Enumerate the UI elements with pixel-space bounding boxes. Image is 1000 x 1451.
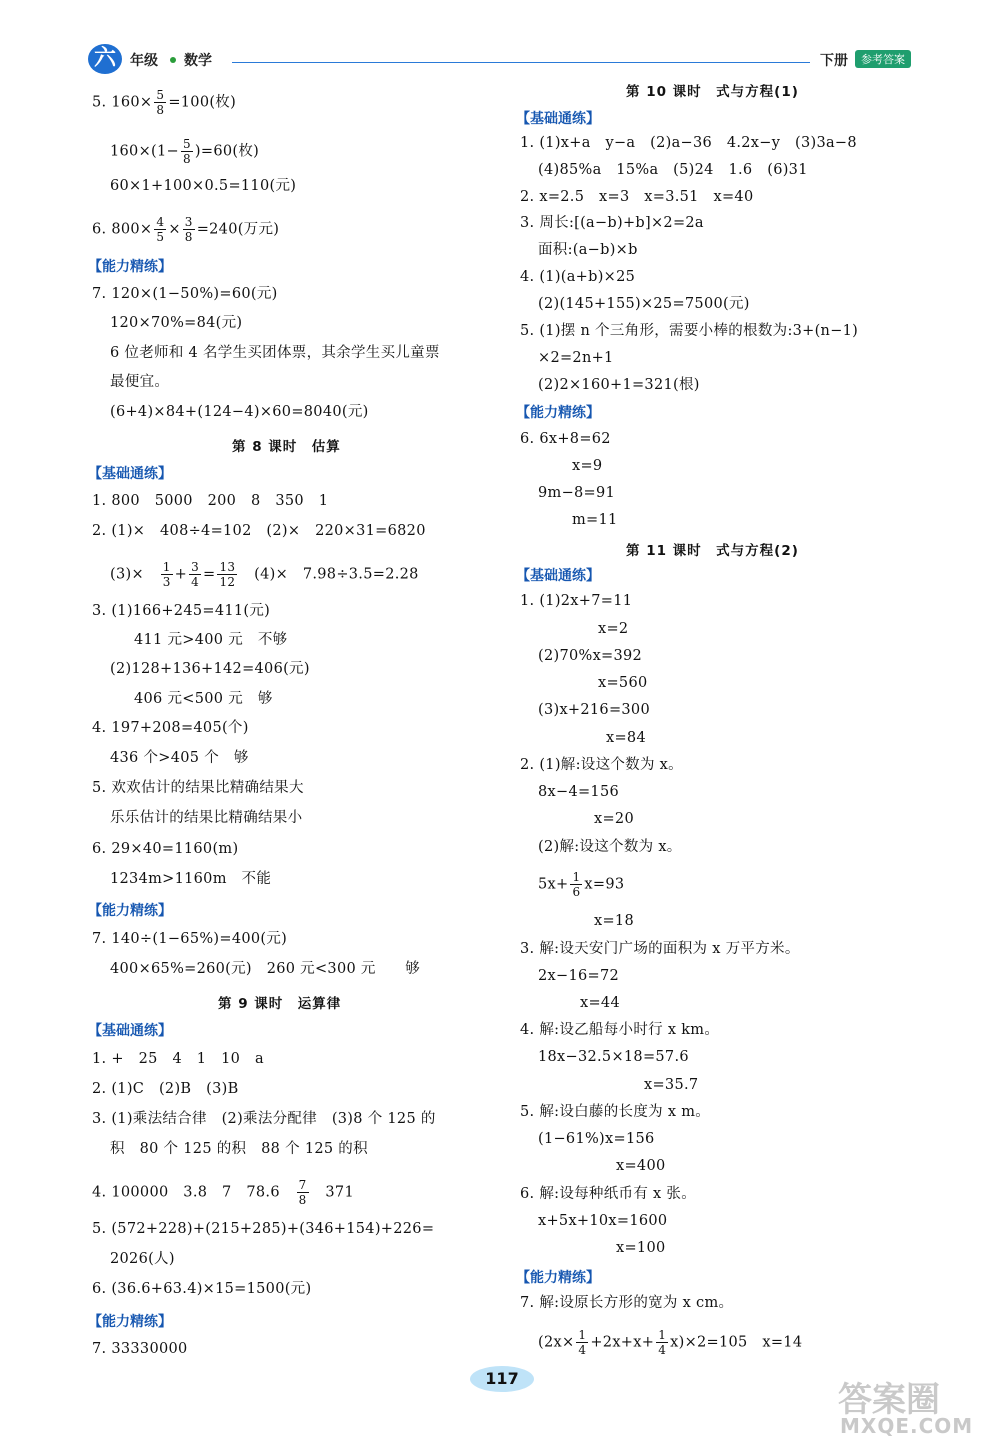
grade-label: 年级: [130, 53, 158, 69]
answer-line: x=35.7: [644, 1077, 699, 1093]
answer-line: 1. 800 5000 200 8 350 1: [92, 493, 329, 509]
fraction: $\frac{13}{12}$: [219, 560, 236, 589]
answer-line: 2x−16=72: [538, 968, 620, 984]
answer-line: 1. + 25 4 1 10 a: [92, 1051, 264, 1067]
answer-line: 2. (1)× 408÷4=102 (2)× 220×31=6820: [92, 523, 426, 539]
lesson-title: 第 9 课时 运算律: [218, 996, 342, 1012]
fraction: $\frac{7}{8}$: [298, 1178, 307, 1207]
fraction: $\frac{5}{8}$: [156, 88, 165, 117]
answer-line: (4)85%a 15%a (5)24 1.6 (6)31: [538, 162, 808, 178]
watermark-logo: 答案圈: [838, 1380, 940, 1420]
answer-line: 6. 800× $\frac{4}{5}$ × $\frac{3}{8}$ =240(万元): [92, 215, 280, 244]
fraction: $\frac{1}{4}$: [658, 1328, 667, 1357]
answer-line: x=560: [598, 675, 648, 691]
answer-line: 6. 6x+8=62: [520, 431, 611, 447]
grade-badge: 六: [88, 44, 122, 74]
answer-line: x=18: [594, 913, 634, 929]
answer-line: 5. 解:设白藤的长度为 x m。: [520, 1104, 711, 1120]
answer-line: 面积:(a−b)×b: [538, 242, 638, 258]
answer-line: x=20: [594, 811, 634, 827]
page-number: 117: [470, 1366, 534, 1392]
answer-line: (2)(145+155)×25=7500(元): [538, 296, 750, 312]
answer-line: 积 80 个 125 的积 88 个 125 的积: [110, 1141, 368, 1157]
answer-line: (2)2×160+1=321(根): [538, 377, 700, 393]
answer-line: 60×1+100×0.5=110(元): [110, 178, 297, 194]
lesson-title: 第 11 课时 式与方程(2): [626, 543, 799, 559]
answer-line: 436 个>405 个 够: [110, 750, 249, 766]
section-heading: 【能力精练】: [516, 1270, 600, 1286]
answer-line: ×2=2n+1: [538, 350, 614, 366]
answer-line: x=44: [580, 995, 620, 1011]
section-heading: 【能力精练】: [88, 1314, 172, 1330]
fraction: $\frac{4}{5}$: [156, 215, 165, 244]
answer-line: (2)128+136+142=406(元): [110, 661, 310, 677]
answer-line: 2. (1)C (2)B (3)B: [92, 1081, 239, 1097]
answer-line: 2026(人): [110, 1251, 175, 1267]
section-heading: 【基础通练】: [88, 466, 172, 482]
answer-line: 1234m>1160m 不能: [110, 871, 272, 887]
answer-badge: 参考答案: [855, 50, 911, 68]
lesson-title: 第 8 课时 估算: [232, 439, 341, 455]
answer-line: 5x+ $\frac{1}{6}$ x=93: [538, 870, 625, 899]
subject-label: 数学: [184, 53, 212, 69]
section-heading: 【基础通练】: [516, 568, 600, 584]
fraction: $\frac{3}{8}$: [184, 215, 193, 244]
answer-line: 4. 197+208=405(个): [92, 720, 249, 736]
answer-line: m=11: [572, 512, 618, 528]
fraction: $\frac{5}{8}$: [182, 137, 191, 166]
page-header: [0, 0, 1000, 74]
dot-icon: [170, 57, 176, 63]
answer-line: 3. (1)166+245=411(元): [92, 603, 271, 619]
answer-line: (3)× $\frac{1}{3}$ + $\frac{3}{4}$ = $\frac{13}{12}$ (4)× 7.98÷3.5=2.28: [110, 560, 419, 589]
answer-line: 1. (1)x+a y−a (2)a−36 4.2x−y (3)3a−8: [520, 135, 857, 151]
answer-line: (1−61%)x=156: [538, 1131, 655, 1147]
fraction: $\frac{1}{6}$: [572, 870, 581, 899]
answer-line: 3. 解:设天安门广场的面积为 x 万平方米。: [520, 941, 800, 957]
answer-line: 1. (1)2x+7=11: [520, 593, 633, 609]
answer-line: 8x−4=156: [538, 784, 620, 800]
answer-line: (6+4)×84+(124−4)×60=8040(元): [110, 404, 369, 420]
answer-line: 2. x=2.5 x=3 x=3.51 x=40: [520, 189, 754, 205]
answer-line: (3)x+216=300: [538, 702, 650, 718]
answer-line: 6. 29×40=1160(m): [92, 841, 239, 857]
answer-line: 3. (1)乘法结合律 (2)乘法分配律 (3)8 个 125 的: [92, 1111, 436, 1127]
answer-line: 6 位老师和 4 名学生买团体票，其余学生买儿童票: [110, 345, 440, 361]
answer-line: 3. 周长:[(a−b)+b]×2=2a: [520, 215, 704, 231]
fraction: $\frac{3}{4}$: [191, 560, 200, 589]
answer-line: 2. (1)解:设这个数为 x。: [520, 757, 683, 773]
answer-line: (2)解:设这个数为 x。: [538, 839, 682, 855]
answer-line: 18x−32.5×18=57.6: [538, 1049, 689, 1065]
watermark-url: MXQE.COM: [840, 1414, 974, 1438]
answer-line: 乐乐估计的结果比精确结果小: [110, 810, 303, 826]
answer-line: 120×70%=84(元): [110, 315, 243, 331]
answer-line: x=9: [572, 458, 603, 474]
answer-line: (2)70%x=392: [538, 648, 643, 664]
section-heading: 【基础通练】: [516, 111, 600, 127]
section-heading: 【基础通练】: [88, 1023, 172, 1039]
answer-line: x=400: [616, 1158, 666, 1174]
answer-line: 7. 33330000: [92, 1341, 188, 1357]
answer-line: 5. (572+228)+(215+285)+(346+154)+226=: [92, 1221, 435, 1237]
section-heading: 【能力精练】: [88, 259, 172, 275]
answer-line: 4. 100000 3.8 7 78.6 $\frac{7}{8}$ 371: [92, 1178, 354, 1207]
answer-line: 4. 解:设乙船每小时行 x km。: [520, 1022, 720, 1038]
answer-line: 7. 120×(1−50%)=60(元): [92, 286, 278, 302]
answer-line: 9m−8=91: [538, 485, 616, 501]
answer-line: 6. (36.6+63.4)×15=1500(元): [92, 1281, 312, 1297]
answer-line: x+5x+10x=1600: [538, 1213, 668, 1229]
answer-line: 最便宜。: [110, 374, 170, 390]
answer-line: 406 元<500 元 够: [134, 691, 273, 707]
answer-line: 400×65%=260(元) 260 元<300 元 够: [110, 961, 421, 977]
answer-line: 5. 欢欢估计的结果比精确结果大: [92, 780, 304, 796]
section-heading: 【能力精练】: [88, 903, 172, 919]
fraction: $\frac{1}{4}$: [578, 1328, 587, 1357]
fraction: $\frac{1}{3}$: [162, 560, 171, 589]
answer-line: (2x× $\frac{1}{4}$ +2x+x+ $\frac{1}{4}$ x)×2=105 x=14: [538, 1328, 803, 1357]
answer-line: 7. 解:设原长方形的宽为 x cm。: [520, 1295, 734, 1311]
answer-line: 411 元>400 元 不够: [134, 632, 288, 648]
answer-line: x=84: [606, 730, 646, 746]
answer-line: 7. 140÷(1−65%)=400(元): [92, 931, 288, 947]
answer-line: x=2: [598, 621, 629, 637]
header-rule: [232, 62, 810, 63]
answer-line: 5. 160× $\frac{5}{8}$ =100(枚): [92, 88, 237, 117]
answer-line: 6. 解:设每种纸币有 x 张。: [520, 1186, 697, 1202]
answer-line: 4. (1)(a+b)×25: [520, 269, 636, 285]
answer-line: x=100: [616, 1240, 666, 1256]
volume-label: 下册: [820, 53, 848, 69]
section-heading: 【能力精练】: [516, 405, 600, 421]
answer-line: 5. (1)摆 n 个三角形，需要小棒的根数为:3+(n−1): [520, 323, 859, 339]
answer-line: 160×(1− $\frac{5}{8}$ )=60(枚): [110, 137, 260, 166]
lesson-title: 第 10 课时 式与方程(1): [626, 84, 799, 100]
